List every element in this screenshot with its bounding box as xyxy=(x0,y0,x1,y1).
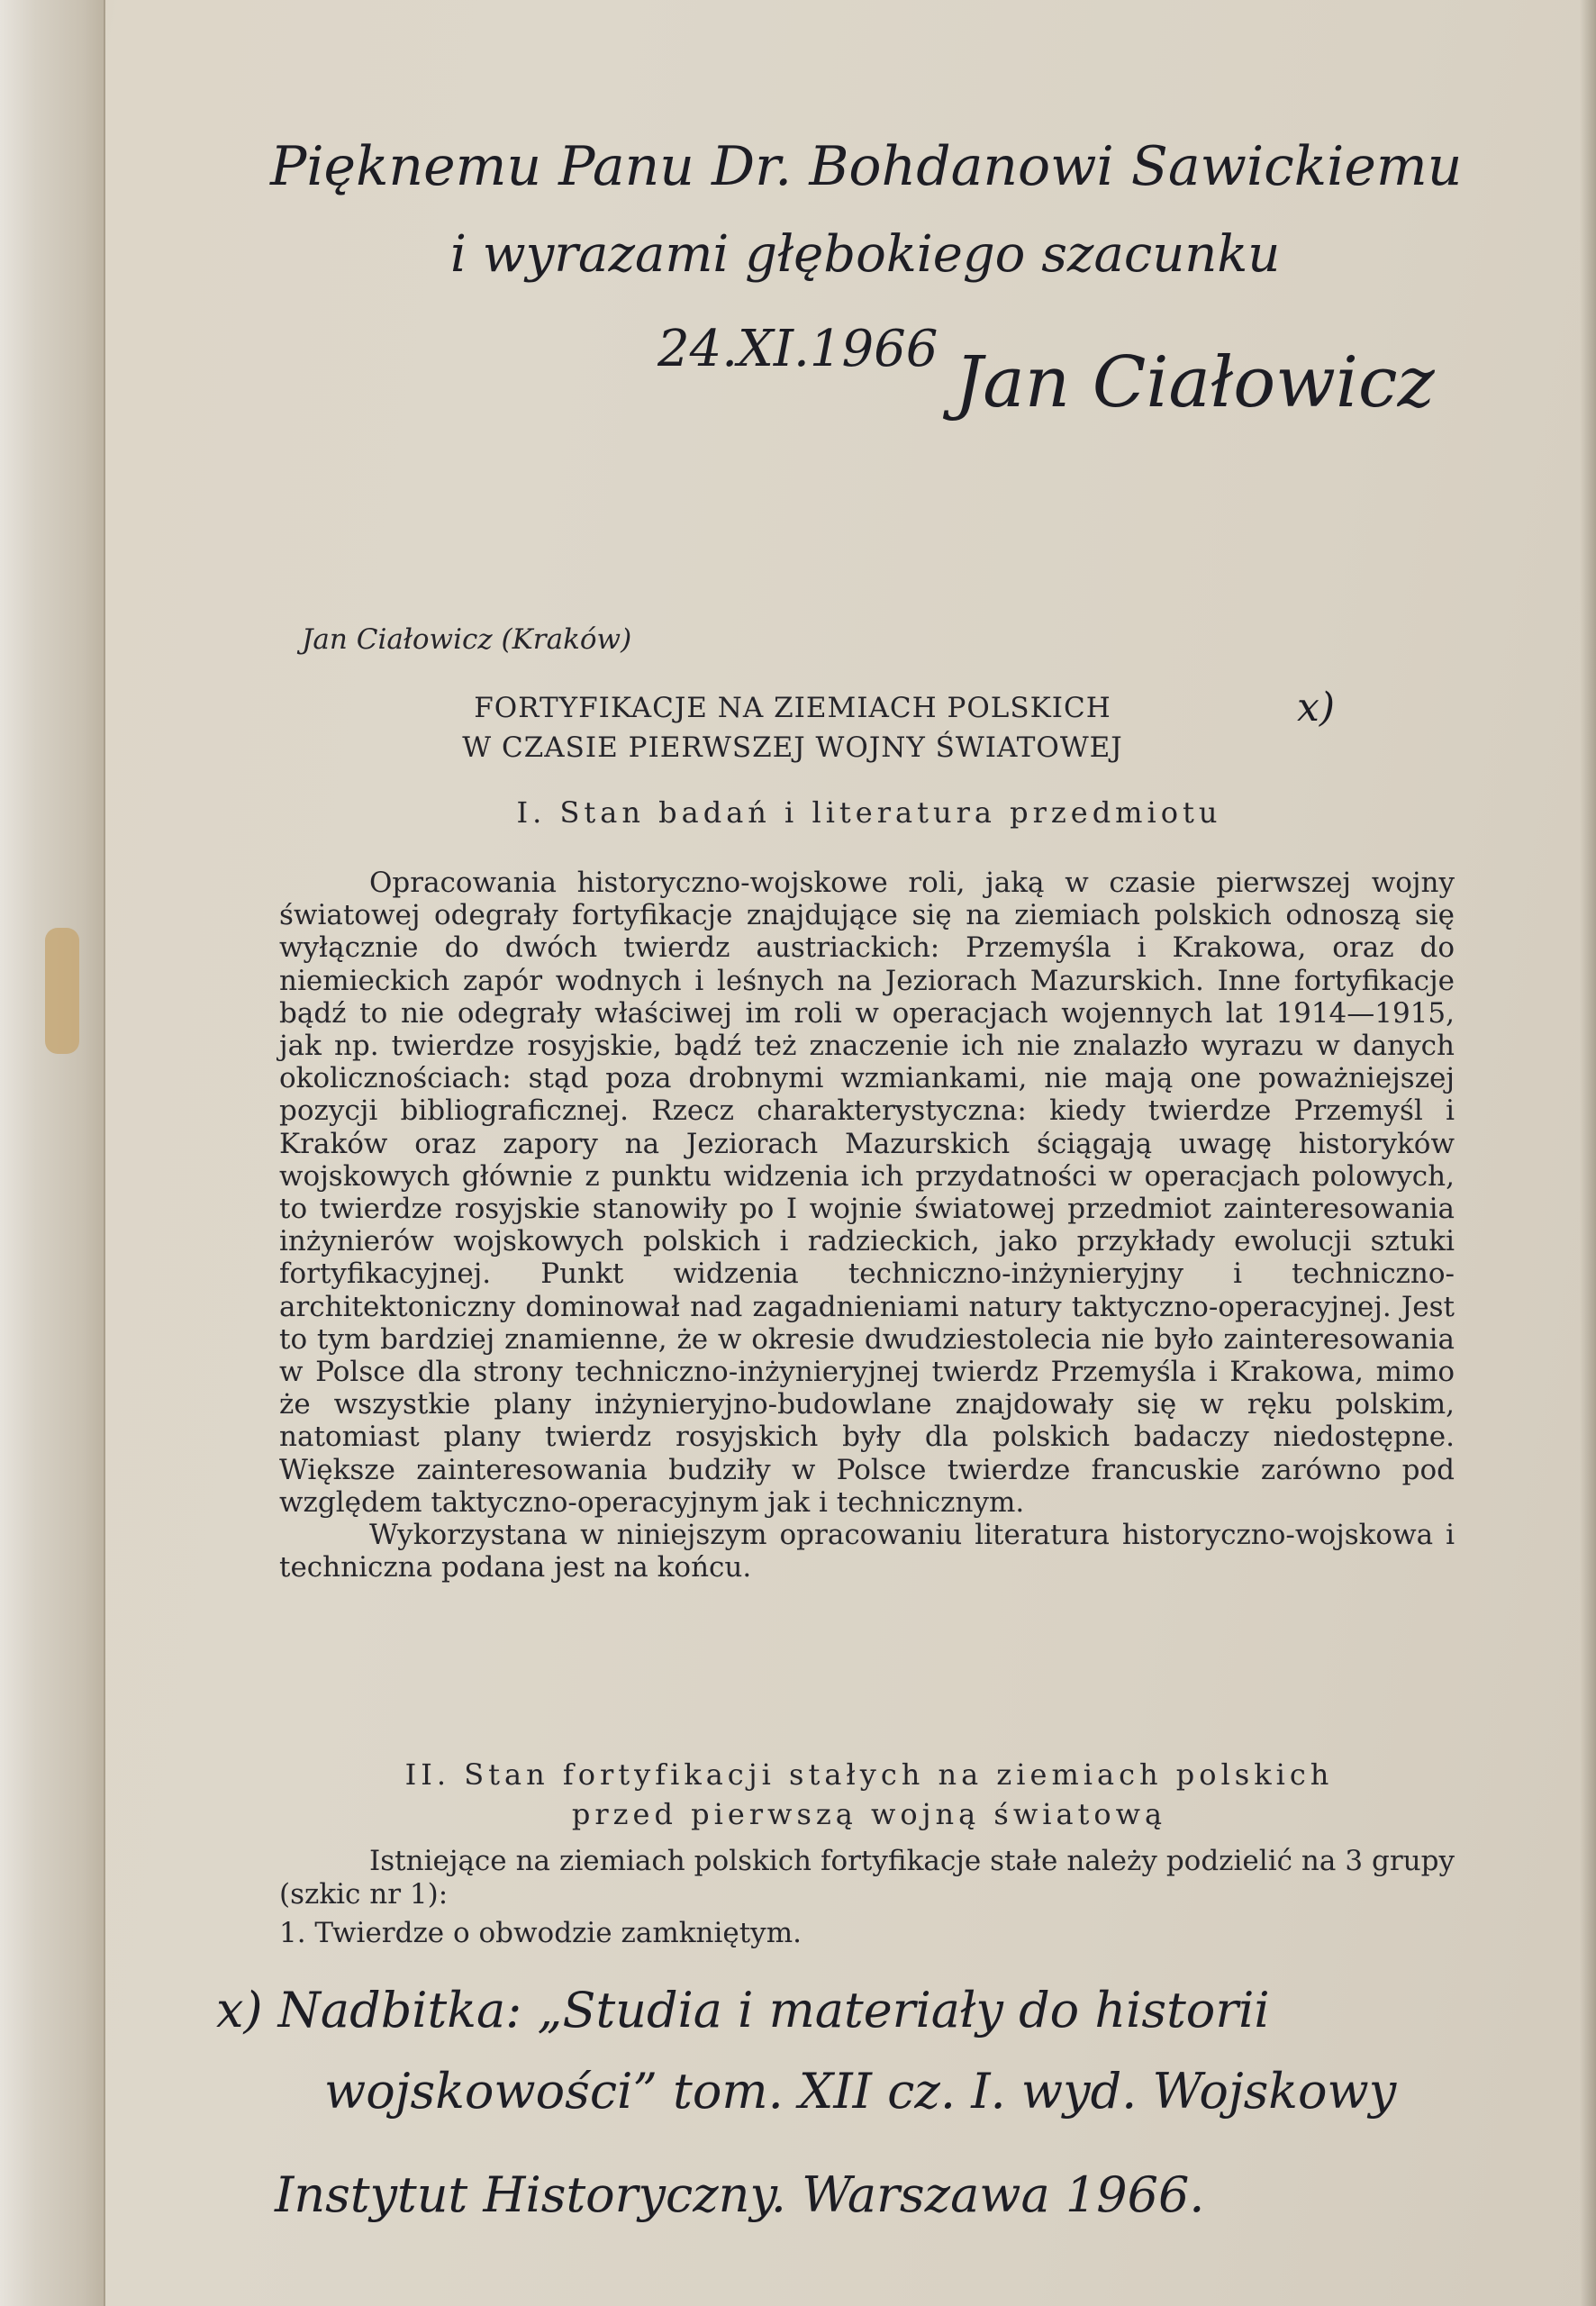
signature: Jan Ciałowicz xyxy=(955,342,1435,423)
list-item: 1. Twierdze o obwodzie zamkniętym. xyxy=(279,1917,802,1949)
title-line-2: W CZASIE PIERWSZEJ WOJNY ŚWIATOWEJ xyxy=(462,731,1123,764)
section-1-heading: I. Stan badań i literatura przedmiotu xyxy=(516,795,1222,830)
dedication-line-1: Pięknemu Panu Dr. Bohdanowi Sawickiemu xyxy=(270,135,1463,198)
paragraph: Opracowania historyczno-wojskowe roli, jaką w czasie pierwszej wojny światowej odegrały fortyfikacje znajdujące się na ziemiach polskich odnoszą się wyłącznie do dwóch twierdz austriackich: Przemyśla i Krakowa, oraz do niemieckich zapór wodnych i leśnych na Jeziorach Mazurskich. Inne fortyfikacje bądź to nie odegrały właściwej im roli w operacjach wojennych lat 1914—1915, jak np. twierdze rosyjskie, bądź też znaczenie ich nie znalazło wyrazu w danych okolicznościach: stąd poza drobnymi wzmiankami, nie mają one poważniejszej pozycji bibliograficznej. Rzecz charakterystyczna: kiedy twierdze Przemyśl i Kraków oraz zapory na Jeziorach Mazurskich ściągają uwagę historyków wojskowych głównie z punktu widzenia ich przydatności w operacjach polowych, to twierdze rosyjskie stanowiły po I wojnie światowej przedmiot zainteresowania inżynierów wojskowych polskich i radzieckich, jako przykłady ewolucji sztuki fortyfikacyjnej. Punkt widzenia techniczno-inżynieryjny i techniczno-architektoniczny dominował nad zagadnieniami natury taktyczno-operacyjnej. Jest to tym bardziej znamienne, że w okresie dwudziestolecia nie było zainteresowania w Polsce dla strony techniczno-inżynieryjnej twierdz Przemyśla i Krakowa, mimo że wszystkie plany inżynieryjno-budowlane znajdowały się w ręku polskim, natomiast plany twierdz rosyjskich były dla polskich badaczy niedostępne. Większe zainteresowania budziły w Polsce twierdze francuskie zarówno pod względem taktyczno-operacyjnym jak i technicznym. xyxy=(279,867,1455,1519)
article-title xyxy=(297,688,1288,767)
section-2-body xyxy=(279,1845,1455,1911)
footnote-line-2: wojskowości” tom. XII cz. I. wyd. Wojskowy xyxy=(324,2063,1397,2120)
author-line: Jan Ciałowicz (Kraków) xyxy=(302,623,632,656)
paragraph: Istniejące na ziemiach polskich fortyfikacje stałe należy podzielić na 3 grupy (szkic nr 1): xyxy=(279,1845,1455,1911)
section-2-heading-line-1: II. Stan fortyfikacji stałych na ziemiach polskich xyxy=(404,1757,1334,1792)
footnote-line-1: x) Nadbitka: „Studia i materiały do historii xyxy=(216,1982,1270,2038)
section-2-heading xyxy=(270,1755,1468,1834)
title-line-1: FORTYFIKACJE NA ZIEMIACH POLSKICH xyxy=(474,692,1111,724)
dedication-line-2: i wyrazami głębokiego szacunku xyxy=(450,225,1281,284)
section-2-heading-line-2: przed pierwszą wojną światową xyxy=(571,1797,1167,1831)
section-1-body xyxy=(279,867,1455,1584)
page-edge-shadow xyxy=(1580,0,1596,2306)
tape-stain xyxy=(45,928,79,1054)
footnote-line-3: Instytut Historyczny. Warszawa 1966. xyxy=(275,2166,1205,2223)
dedication-date: 24.XI.1966 xyxy=(657,320,939,378)
paragraph: Wykorzystana w niniejszym opracowaniu literatura historyczno-wojskowa i techniczna podana jest na końcu. xyxy=(279,1519,1455,1584)
footnote-mark: x) xyxy=(1297,685,1335,731)
binding-spine xyxy=(0,0,105,2306)
